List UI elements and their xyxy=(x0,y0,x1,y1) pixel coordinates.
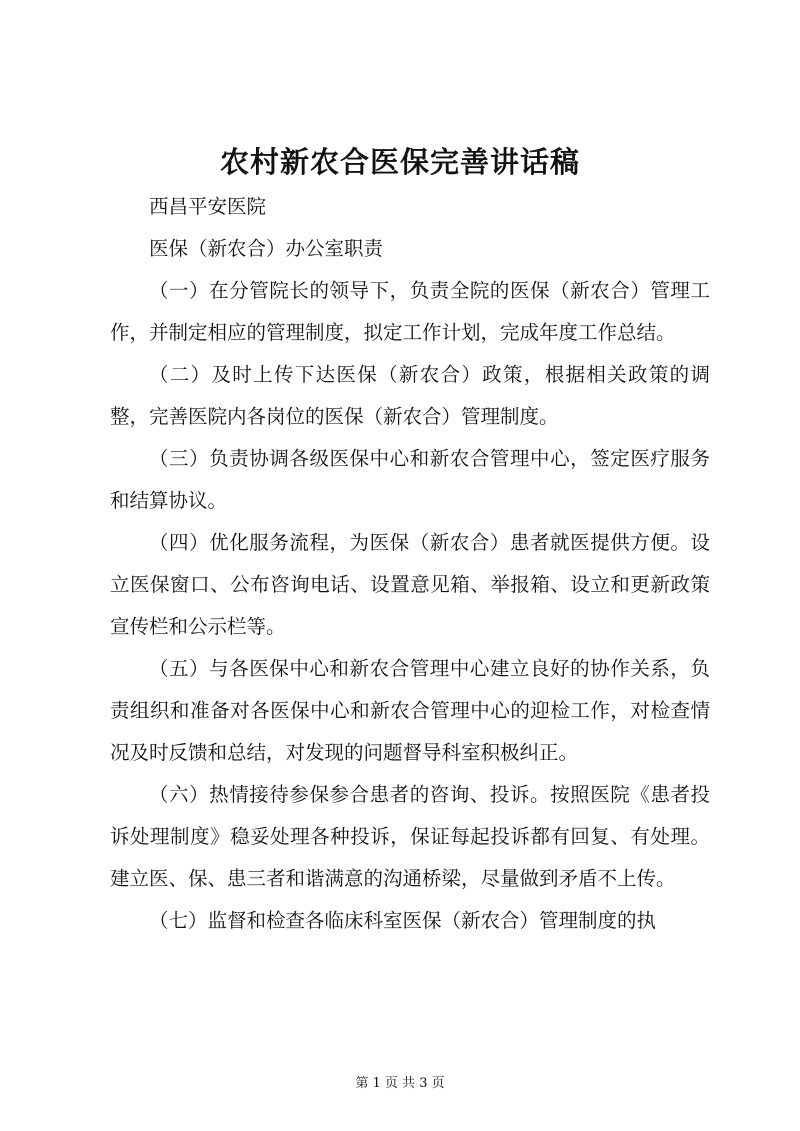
paragraph-duty-7: （七）监督和检查各临床科室医保（新农合）管理制度的执 xyxy=(149,909,657,932)
document-body xyxy=(110,186,710,942)
paragraph-duty-5: （五）与各医保中心和新农合管理中心建立良好的协作关系，负责组织和准备对各医保中心和新农合管理中心的迎检工作，对检查情况及时反馈和总结，对发现的问题督导科室积极纠正。 xyxy=(110,657,710,764)
paragraph-duty-1: （一）在分管院长的领导下，负责全院的医保（新农合）管理工作，并制定相应的管理制度，拟定工作计划，完成年度工作总结。 xyxy=(110,279,710,344)
paragraph-duty-3: （三）负责协调各级医保中心和新农合管理中心，签定医疗服务和结算协议。 xyxy=(110,447,710,512)
paragraph-duty-4: （四）优化服务流程，为医保（新农合）患者就医提供方便。设立医保窗口、公布咨询电话、设置意见箱、举报箱、设立和更新政策宣传栏和公示栏等。 xyxy=(110,531,710,638)
paragraph-office-duties-heading: 医保（新农合）办公室职责 xyxy=(149,237,384,260)
document-title: 农村新农合医保完善讲话稿 xyxy=(219,145,580,179)
paragraph-hospital-name: 西昌平安医院 xyxy=(149,195,267,218)
paragraph-duty-6: （六）热情接待参保参合患者的咨询、投诉。按照医院《患者投诉处理制度》稳妥处理各种投诉，保证每起投诉都有回复、有处理。建立医、保、患三者和谐满意的沟通桥梁，尽量做到矛盾不上传。 xyxy=(110,783,710,890)
paragraph-duty-2: （二）及时上传下达医保（新农合）政策，根据相关政策的调整，完善医院内各岗位的医保（新农合）管理制度。 xyxy=(110,363,710,428)
page-footer: 第 1 页 共 3 页 xyxy=(355,1076,445,1091)
